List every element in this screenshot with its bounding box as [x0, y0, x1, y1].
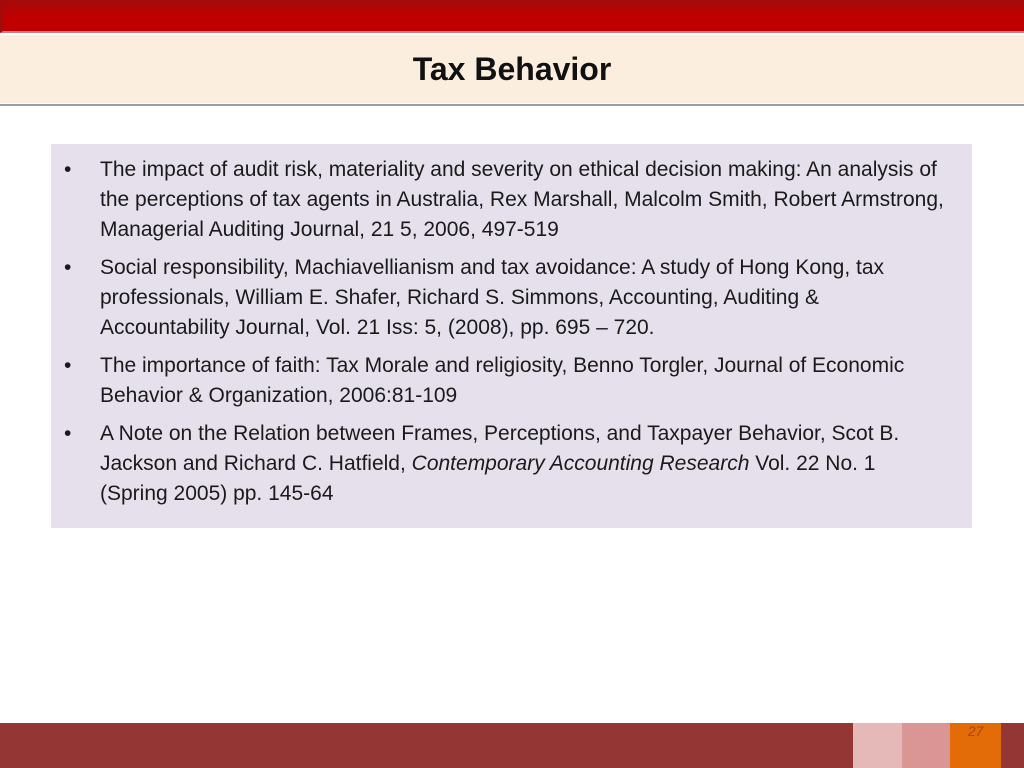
slide-title: Tax Behavior — [412, 51, 612, 87]
accent-block-rose — [902, 723, 950, 768]
list-item: • Social responsibility, Machiavellianism and tax avoidance: A study of Hong Kong, tax professionals, William E. Shafer, Richard S. Simmons, Accounting, Auditing & Accountability Journal, Vol. 21 Iss: 5, (2008), pp. 695 – 720. — [51, 253, 944, 343]
title-band — [0, 35, 1024, 106]
list-item: • The importance of faith: Tax Morale and religiosity, Benno Torgler, Journal of Economic Behavior & Organization, 2006:81-109 — [51, 351, 944, 411]
reference-list — [51, 144, 972, 509]
accent-block-orange — [950, 723, 1001, 768]
accent-block-pink — [853, 723, 902, 768]
bottom-accent-bar — [0, 723, 1024, 768]
list-item: • The impact of audit risk, materiality and severity on ethical decision making: An analysis of the perceptions of tax agents in Australia, Rex Marshall, Malcolm Smith, Robert Armstrong, Managerial Auditing Journal, 21 5, 2006, 497-519 — [51, 155, 944, 245]
top-accent-bar — [0, 0, 1024, 33]
page-number: 27 — [967, 723, 984, 739]
references-panel — [51, 144, 972, 528]
list-item: • A Note on the Relation between Frames, Perceptions, and Taxpayer Behavior, Scot B. Jackson and Richard C. Hatfield, Contemporary Accounting Research Vol. 22 No. 1 (Spring 2005) pp. 145-64 — [51, 419, 944, 509]
